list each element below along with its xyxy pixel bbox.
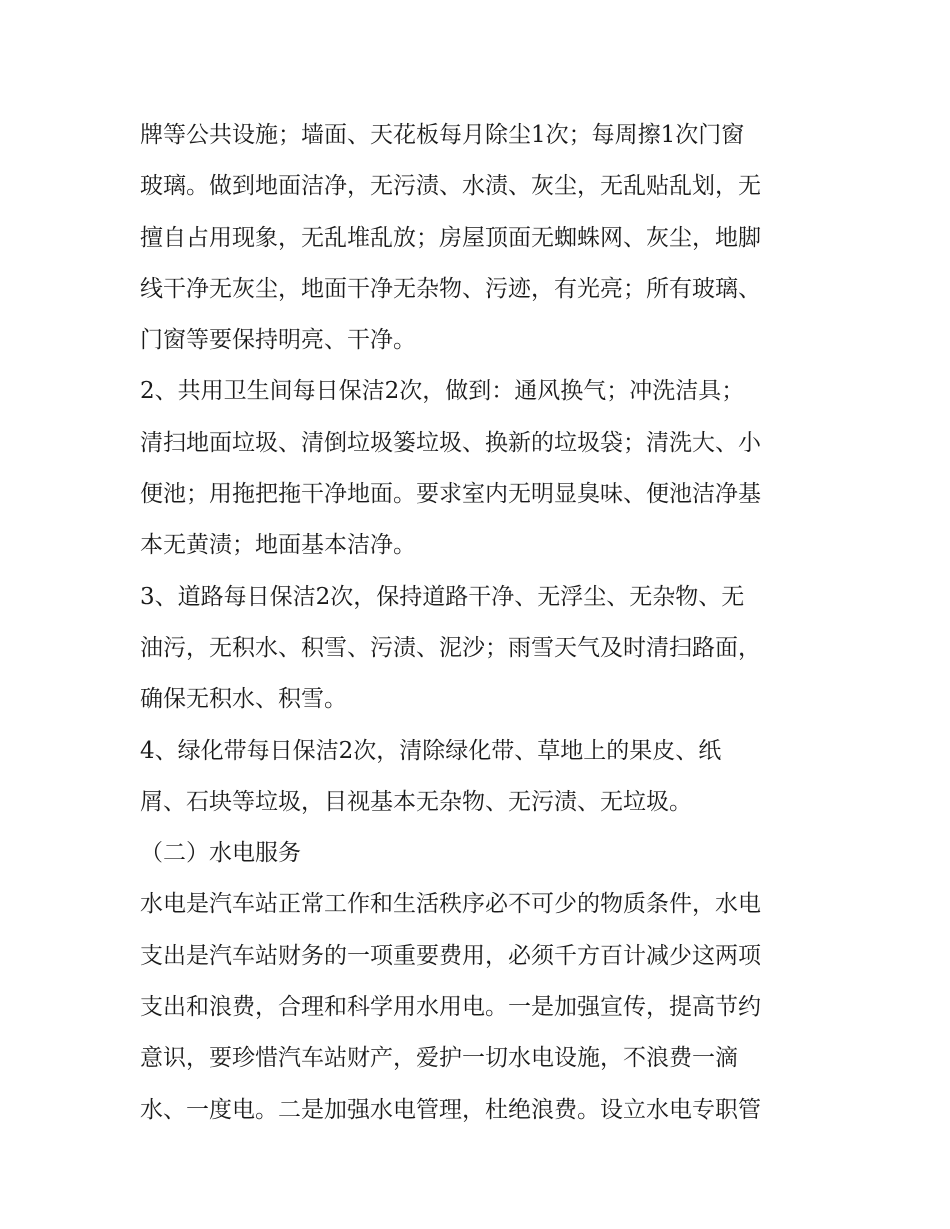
text-line: 玻璃。做到地面洁净，无污渍、水渍、灰尘，无乱贴乱划，无 bbox=[140, 173, 761, 200]
text-line: 2、共用卫生间每日保洁2次，做到：通风换气；冲洗洁具； bbox=[140, 378, 745, 405]
text-line: 支出是汽车站财务的一项重要费用，必须千方百计减少这两项 bbox=[140, 942, 761, 969]
text-line: 擅自占用现象，无乱堆乱放；房屋顶面无蜘蛛网、灰尘，地脚 bbox=[140, 224, 761, 251]
text-line: 牌等公共设施；墙面、天花板每月除尘1次；每周擦1次门窗 bbox=[140, 122, 745, 148]
text-line: 本无黄渍；地面基本洁净。 bbox=[140, 532, 416, 559]
body-text bbox=[140, 110, 820, 1136]
text-line: 水、一度电。二是加强水电管理，杜绝浪费。设立水电专职管 bbox=[140, 1096, 761, 1123]
text-line: 门窗等要保持明亮、干净。 bbox=[140, 327, 416, 354]
text-line: 4、绿化带每日保洁2次，清除绿化带、草地上的果皮、纸 bbox=[140, 737, 722, 764]
text-line: 油污，无积水、积雪、污渍、泥沙；雨雪天气及时清扫路面， bbox=[140, 634, 761, 661]
text-line: 清扫地面垃圾、清倒垃圾篓垃圾、换新的垃圾袋；清洗大、小 bbox=[140, 429, 761, 456]
text-line: 便池；用拖把拖干净地面。要求室内无明显臭味、便池洁净基 bbox=[140, 481, 761, 508]
text-line: 意识，要珍惜汽车站财产，爱护一切水电设施，不浪费一滴 bbox=[140, 1045, 738, 1072]
text-line: 确保无积水、积雪。 bbox=[140, 686, 347, 713]
section-heading: （二）水电服务 bbox=[140, 840, 301, 867]
text-line: 水电是汽车站正常工作和生活秩序必不可少的物质条件，水电 bbox=[140, 891, 761, 918]
text-line: 支出和浪费，合理和科学用水用电。一是加强宣传，提高节约 bbox=[140, 994, 761, 1021]
text-line: 线干净无灰尘，地面干净无杂物、污迹，有光亮；所有玻璃、 bbox=[140, 275, 761, 302]
text-line: 3、道路每日保洁2次，保持道路干净、无浮尘、无杂物、无 bbox=[140, 583, 745, 610]
text-line: 屑、石块等垃圾，目视基本无杂物、无污渍、无垃圾。 bbox=[140, 788, 692, 815]
